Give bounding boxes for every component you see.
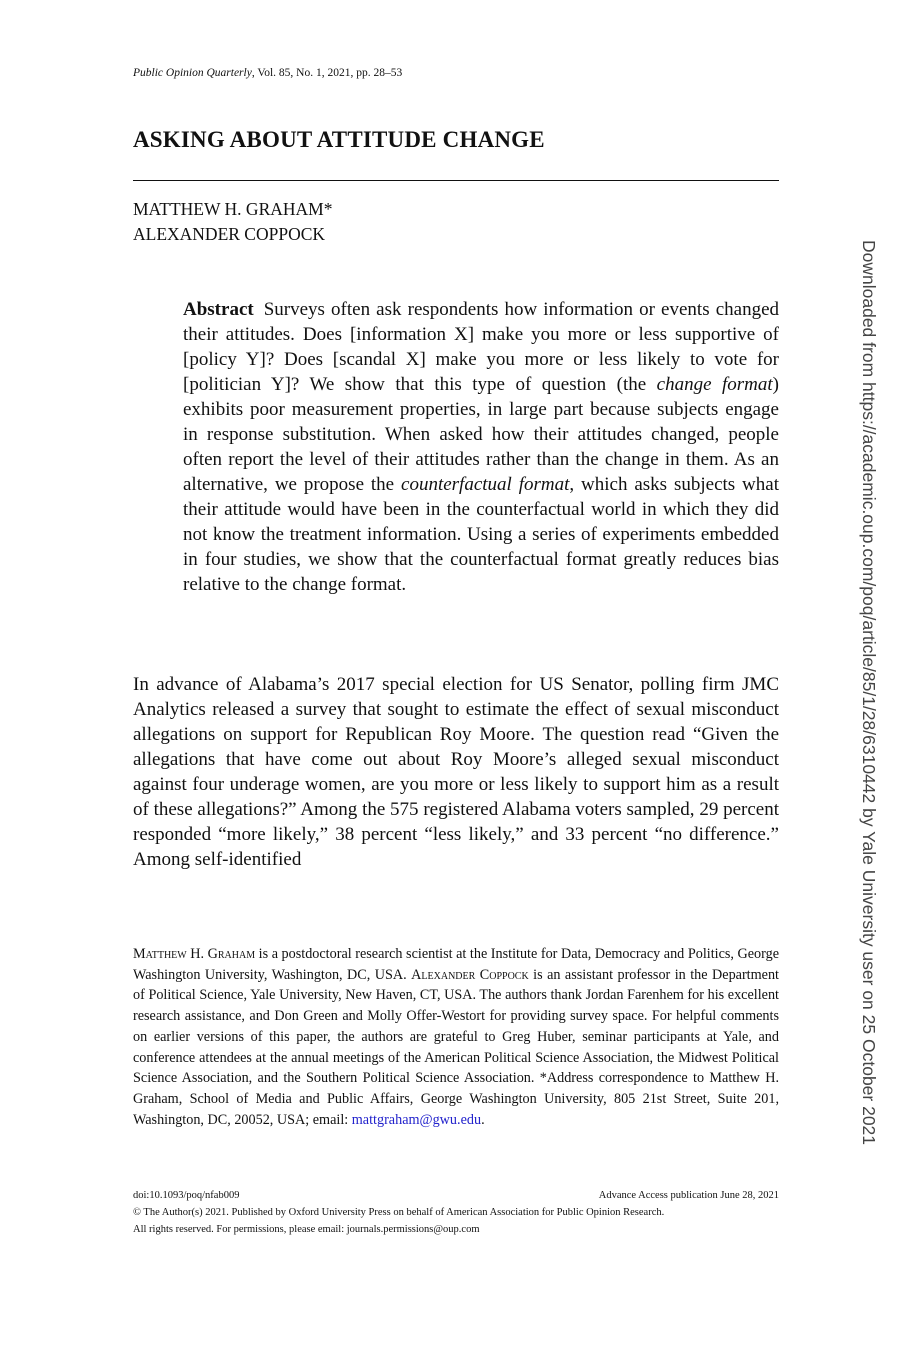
advance-access: Advance Access publication June 28, 2021 [598, 1190, 779, 1201]
abstract-em-counterfactual-format: counterfactual format [401, 474, 570, 495]
abstract-label: Abstract [183, 299, 254, 320]
footnote-text-2: is an assistant professor in the Department of Political Science, Yale University, New Haven, CT, USA. The authors thank Jordan Farenhem for his excellent research assistance, and Don Green and Molly Offer-Westort for providing survey space. For helpful comments on earlier versions of this paper, the authors are grateful to Greg Huber, seminar participants at Yale, and conference attendees at the annual meetings of the American Political Science Association, the Midwest Political Science Association, and the Southern Political Science Association. *Address correspondence to Matthew H. Graham, School of Media and Public Affairs, George Washington University, 805 21st Street, Suite 201, Washington, DC, 20052, USA; email: [133, 966, 779, 1128]
footnote-end: . [481, 1111, 485, 1128]
footnote-text-1: is a postdoctoral research scientist at the Institute for Data, Democracy and Politics, George Washington University, Washington, DC, USA. [133, 946, 780, 983]
abstract-text-3: , which asks subjects what their attitude would have been in the counterfactual world in which they did not know the treatment information. Using a series of experiments embedded in four studies, we show that the counterfactual format greatly reduces bias relative to the change format. [183, 474, 779, 595]
abstract-em-change-format: change format [656, 374, 773, 395]
doi: doi:10.1093/poq/nfab009 [133, 1190, 240, 1201]
journal-name: Public Opinion Quarterly [133, 67, 252, 79]
citation-details: , Vol. 85, No. 1, 2021, pp. 28–53 [251, 67, 403, 79]
doi-row [133, 1190, 779, 1201]
author-graham: MATTHEW H. GRAHAM* [133, 199, 333, 219]
copyright-notice: © The Author(s) 2021. Published by Oxford University Press on behalf of American Association for Public Opinion Research. [133, 1207, 665, 1218]
abstract-text-1: Surveys often ask respondents how information or events changed their attitudes. Does [information X] make you more or less supportive of [policy Y]? Does [scandal X] make you more or less likely to vote for [politician Y]? We show that this type of question (the [183, 299, 779, 395]
article-title: ASKING ABOUT ATTITUDE CHANGE [133, 127, 545, 152]
journal-citation [133, 67, 402, 79]
abstract-text-2: ) exhibits poor measurement properties, in large part because subjects engage in response substitution. When asked how their attitudes changed, people often report the level of their attitudes rather than the change in them. As an alternative, we propose the [183, 374, 779, 495]
footnote-author-graham: Matthew H. Graham [133, 946, 256, 962]
rights-notice: All rights reserved. For permissions, please email: journals.permissions@oup.com [133, 1224, 480, 1235]
author-coppock: ALEXANDER COPPOCK [133, 224, 326, 244]
body-paragraph: In advance of Alabama’s 2017 special election for US Senator, polling firm JMC Analytics released a survey that sought to estimate the effect of sexual misconduct allegations on support for Republican Roy Moore. The question read “Given the allegations that have come out about Roy Moore’s alleged sexual misconduct against four underage women, are you more or less likely to support him as a result of these allegations?” Among the 575 registered Alabama voters sampled, 29 percent responded “more likely,” 38 percent “less likely,” and 33 percent “no difference.” Among self-identified [133, 674, 779, 870]
email-link[interactable]: mattgraham@gwu.edu [351, 1111, 482, 1128]
abstract [183, 297, 779, 597]
title-divider [133, 180, 779, 181]
footnote-author-coppock: Alexander Coppock [411, 966, 529, 983]
download-stamp: Downloaded from https://academic.oup.com/poq/article/85/1/28/6310442 by Yale University user on 25 October 2021 [859, 240, 879, 1146]
author-footnote [133, 944, 779, 1130]
